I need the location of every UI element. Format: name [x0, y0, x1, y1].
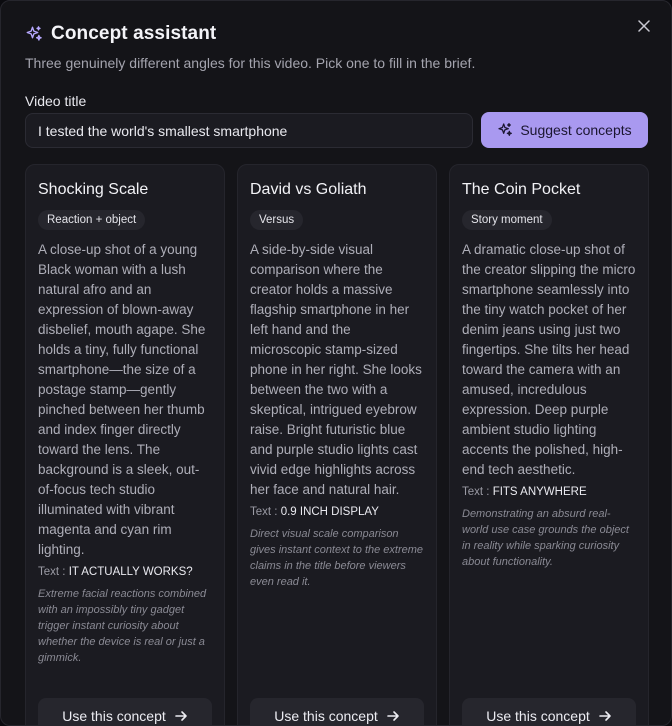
dialog-title: Concept assistant — [51, 23, 217, 44]
concept-description: A close-up shot of a young Black woman with a lush natural afro and an expression of blown-away disbelief, mouth agape. She holds a tiny, fully functional smartphone—the size of a postage stamp—gently pinched between her thumb and index finger directly toward the lens. The background is a sleek, out-of-focus tech studio illuminated with vibrant magenta and cyan rim lighting. — [38, 242, 206, 557]
suggest-concepts-button[interactable] — [481, 112, 648, 148]
sparkles-icon — [25, 25, 43, 43]
video-title-input[interactable]: I tested the world's smallest smartphone — [25, 113, 473, 148]
suggest-concepts-label: Suggest concepts — [520, 122, 632, 138]
close-icon — [638, 20, 650, 32]
dialog-subtitle: Three genuinely different angles for this video. Pick one to fill in the brief. — [25, 55, 476, 71]
concept-title: Shocking Scale — [38, 181, 149, 198]
text-prefix: Text : — [462, 486, 493, 498]
arrow-right-icon — [174, 709, 188, 723]
overlay-text-value: IT ACTUALLY WORKS? — [68, 566, 193, 578]
concept-title: The Coin Pocket — [462, 181, 581, 198]
use-concept-button-3[interactable] — [462, 698, 636, 726]
concept-overlay-text — [462, 486, 636, 498]
concept-tag: Reaction + object — [38, 210, 145, 230]
text-prefix: Text : — [250, 506, 281, 518]
close-button[interactable] — [633, 15, 655, 37]
sparkles-icon — [497, 122, 513, 138]
use-concept-label: Use this concept — [62, 708, 166, 724]
use-concept-button-1[interactable] — [38, 698, 212, 726]
arrow-right-icon — [386, 709, 400, 723]
arrow-right-icon — [598, 709, 612, 723]
concept-rationale: Demonstrating an absurd real-world use case grounds the object in reality while sparking curiosity about functionality. — [462, 508, 629, 568]
concept-card-coin-pocket — [449, 164, 649, 726]
concept-overlay-text — [250, 506, 424, 518]
concept-title: David vs Goliath — [250, 181, 367, 198]
use-concept-button-2[interactable] — [250, 698, 424, 726]
video-title-label: Video title — [25, 93, 87, 109]
concept-tag: Versus — [250, 210, 303, 230]
dialog-header — [25, 23, 611, 71]
overlay-text-value: 0.9 INCH DISPLAY — [280, 506, 379, 518]
use-concept-label: Use this concept — [486, 708, 590, 724]
concept-tag: Story moment — [462, 210, 552, 230]
concept-overlay-text — [38, 566, 212, 578]
concept-card-david-vs-goliath — [237, 164, 437, 726]
use-concept-label: Use this concept — [274, 708, 378, 724]
overlay-text-value: FITS ANYWHERE — [492, 486, 587, 498]
concept-card-shocking-scale — [25, 164, 225, 726]
concept-description: A dramatic close-up shot of the creator slipping the micro smartphone seamlessly into the tiny watch pocket of her denim jeans using just two fingertips. She tilts her head toward the camera with an amused, incredulous expression. Deep purple ambient studio lighting accents the polished, high-end tech aesthetic. — [462, 242, 636, 477]
concept-rationale: Extreme facial reactions combined with an impossibly tiny gadget trigger instant curiosity about whether the device is real or just a gimmick. — [38, 588, 207, 664]
concept-description: A side-by-side visual comparison where the creator holds a massive flagship smartphone in her left hand and the microscopic stamp-sized phone in her right. She looks between the two with a skeptical, intrigued eyebrow raise. Bright futuristic blue and purple studio lights cast vivid edge highlights across her face and natural hair. — [250, 242, 422, 497]
concept-rationale: Direct visual scale comparison gives instant context to the extreme claims in the title before viewers even read it. — [250, 528, 424, 588]
text-prefix: Text : — [38, 566, 69, 578]
